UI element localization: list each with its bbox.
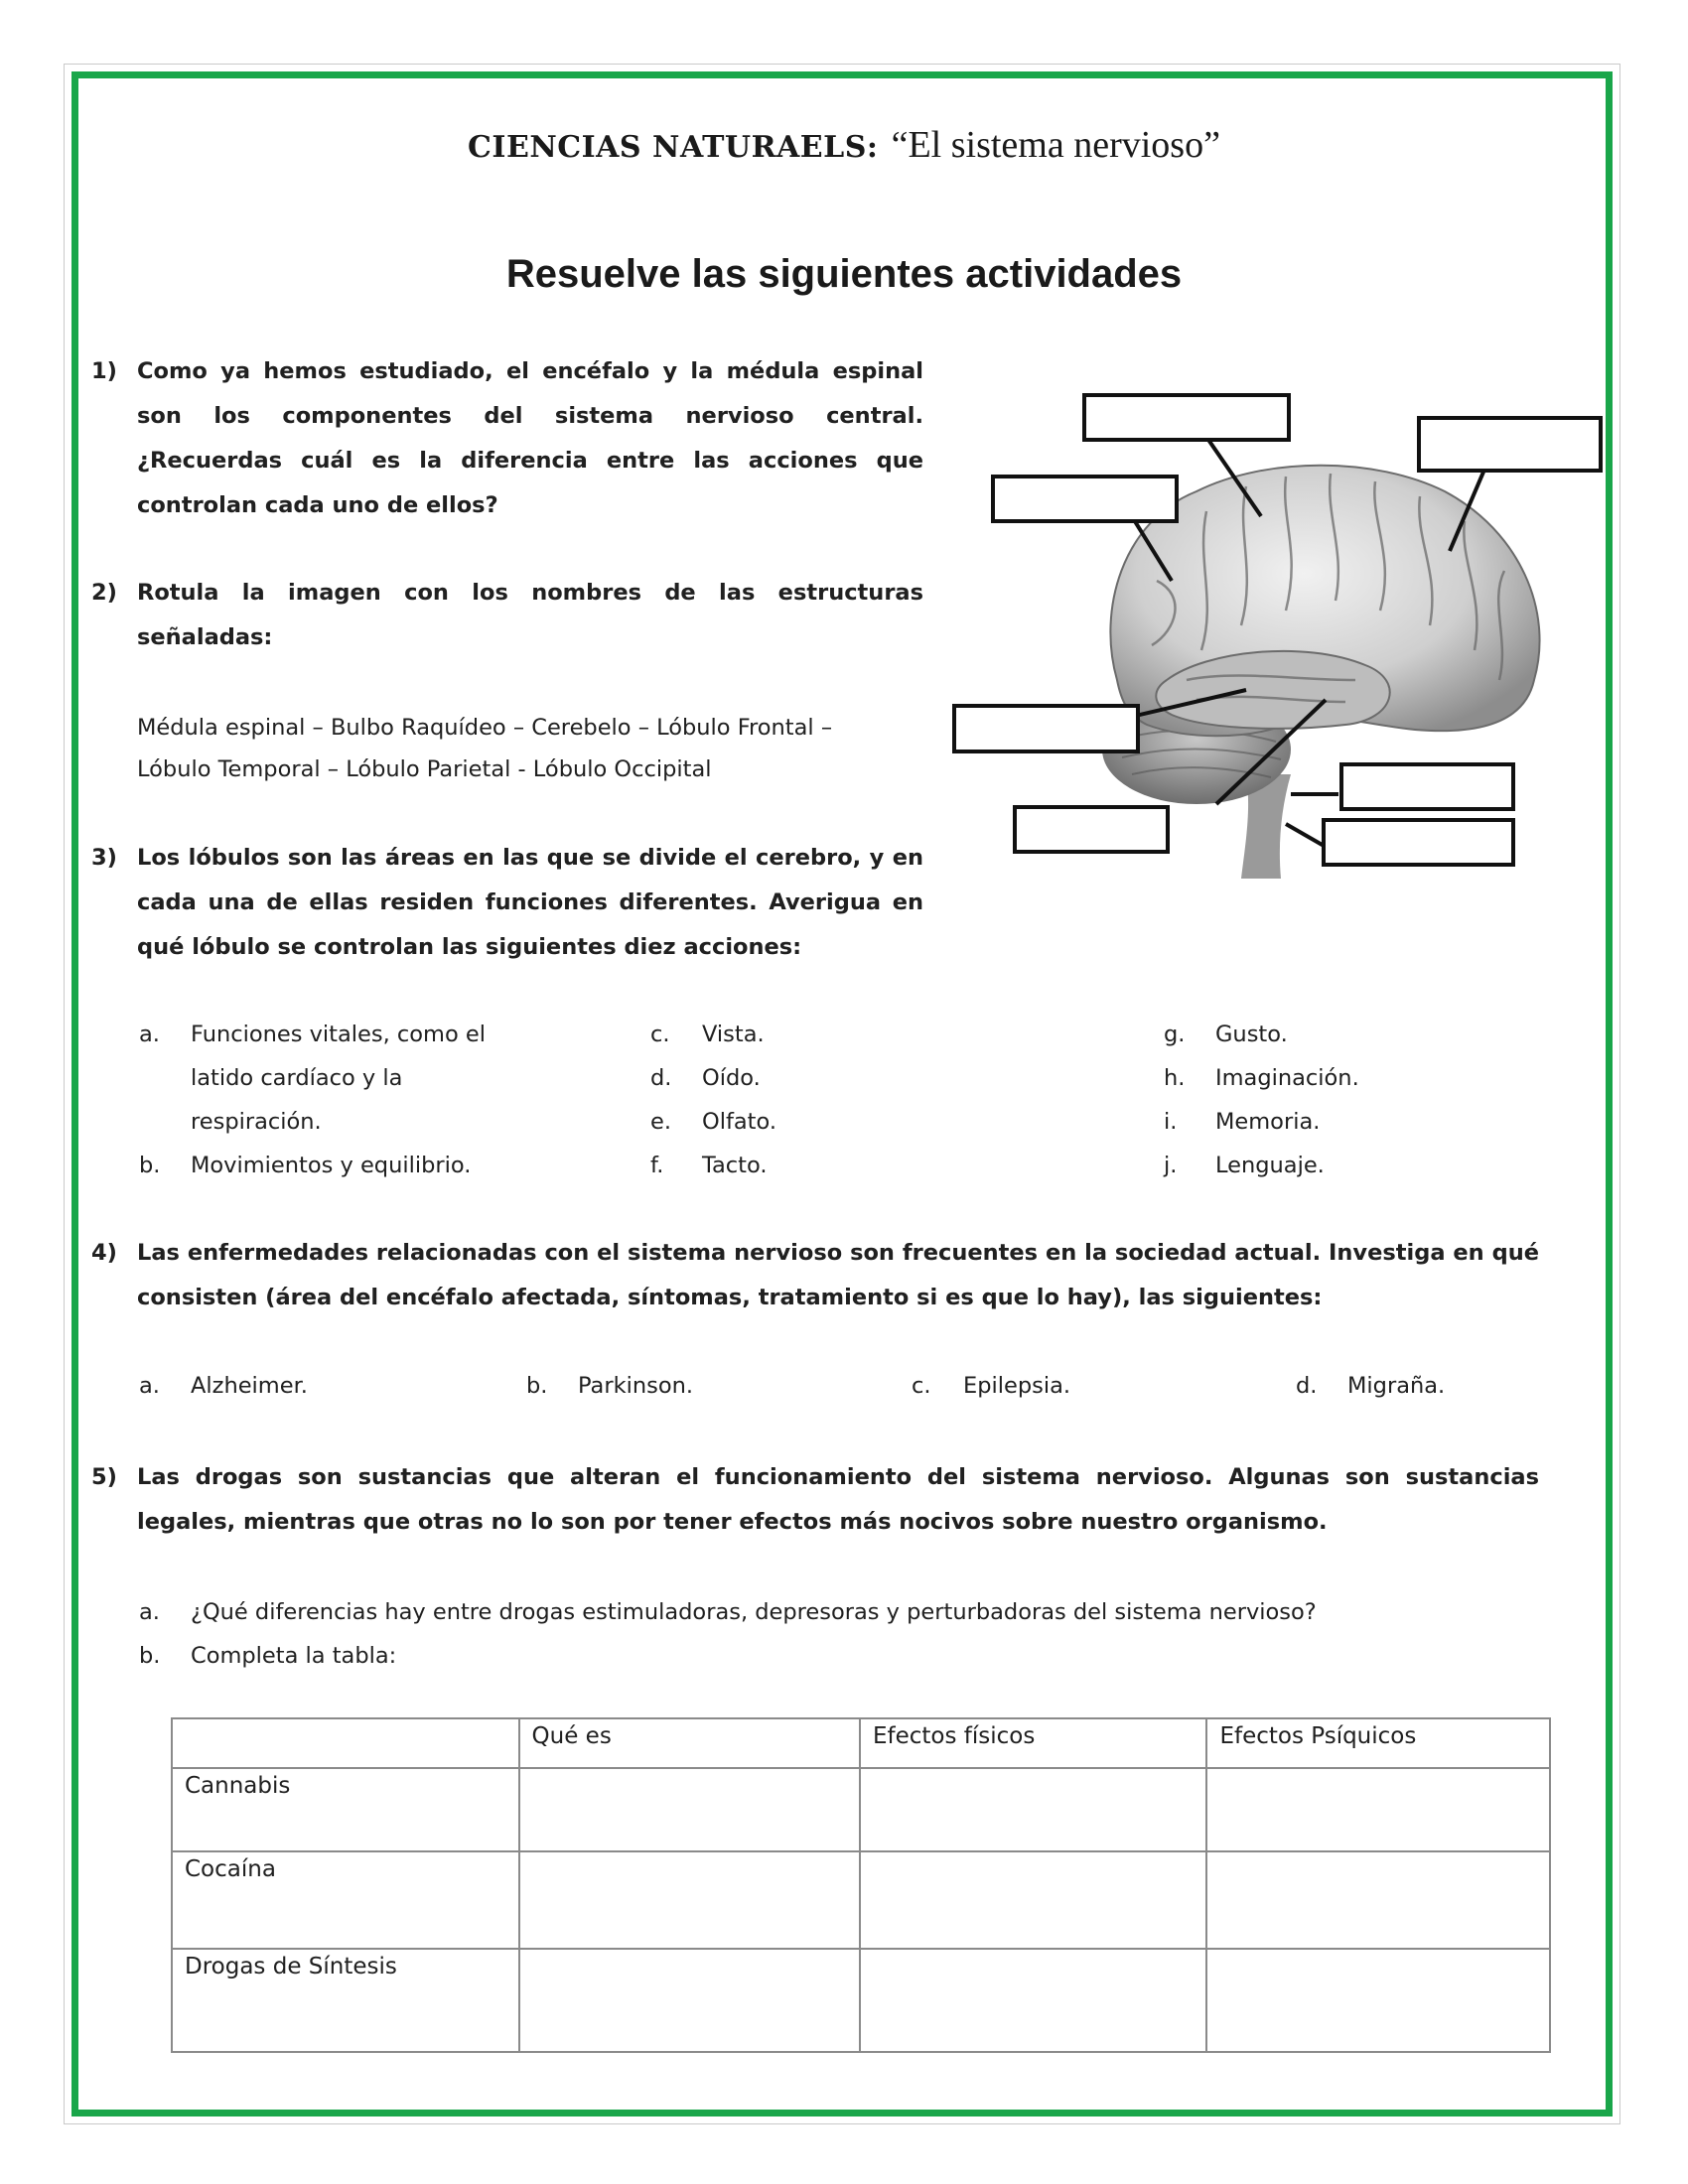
drugs-table [171, 1717, 1551, 2053]
table-header-cell: Qué es [519, 1718, 860, 1768]
option-text: Alzheimer. [191, 1373, 308, 1399]
brain-diagram [948, 382, 1604, 898]
option-text: Memoria. [1215, 1109, 1321, 1135]
answer-cell[interactable] [1206, 1851, 1550, 1949]
table-header-cell: Efectos físicos [860, 1718, 1206, 1768]
option-text: Tacto. [702, 1153, 768, 1178]
question-number: 3) [91, 845, 117, 871]
q3-option-f [650, 1144, 948, 1187]
option-letter: g. [1164, 1022, 1186, 1047]
q3-option-c [650, 1013, 948, 1056]
option-text: Olfato. [702, 1109, 777, 1135]
option-text: Imaginación. [1215, 1065, 1359, 1091]
option-text: Movimientos y equilibrio. [191, 1153, 472, 1178]
option-letter: d. [1296, 1373, 1318, 1399]
option-text: Completa la tabla: [191, 1643, 397, 1669]
q4-option-b [526, 1364, 824, 1408]
q5-option-a [139, 1590, 1549, 1634]
question-text: Las drogas son sustancias que alteran el funcionamiento del sistema nervioso. Algunas son sustancias legales, mientras que otras no lo son por tener efectos más nocivos sobre nuestro organismo. [137, 1464, 1539, 1535]
question-number: 2) [91, 580, 117, 606]
answer-cell[interactable] [519, 1949, 860, 2052]
answer-cell[interactable] [1206, 1949, 1550, 2052]
q4-option-c [912, 1364, 1209, 1408]
option-letter: b. [139, 1153, 161, 1178]
question-4 [91, 1231, 1539, 1320]
label-box-6[interactable] [1015, 807, 1168, 852]
q3-option-g [1164, 1013, 1521, 1056]
row-label: Cannabis [172, 1768, 519, 1851]
label-box-1[interactable] [1084, 395, 1289, 440]
option-letter: h. [1164, 1065, 1186, 1091]
table-row [172, 1851, 1550, 1949]
option-letter: d. [650, 1065, 672, 1091]
label-box-3[interactable] [993, 477, 1177, 521]
option-text: Funciones vitales, como el latido cardíaco y la respiración. [191, 1022, 486, 1135]
question-1 [91, 349, 923, 528]
row-label: Drogas de Síntesis [172, 1949, 519, 2052]
option-letter: a. [139, 1373, 160, 1399]
q3-option-d [650, 1056, 948, 1100]
q3-option-j [1164, 1144, 1521, 1187]
label-box-5[interactable] [1341, 764, 1513, 809]
option-letter: a. [139, 1599, 160, 1625]
instructions-heading: Resuelve las siguientes actividades [505, 252, 1183, 296]
label-box-7[interactable] [1324, 820, 1513, 865]
question-text: Las enfermedades relacionadas con el sistema nervioso son frecuentes en la sociedad actual. Investiga en qué consisten (área del encéfalo afectada, síntomas, tratamiento si es que lo hay), las siguientes: [137, 1240, 1539, 1310]
q5-option-b [139, 1634, 1549, 1678]
option-letter: b. [139, 1643, 161, 1669]
option-letter: j. [1164, 1153, 1178, 1178]
answer-cell[interactable] [519, 1768, 860, 1851]
option-text: Gusto. [1215, 1022, 1288, 1047]
option-letter: c. [912, 1373, 931, 1399]
q4-option-d [1296, 1364, 1554, 1408]
option-text: Migraña. [1347, 1373, 1446, 1399]
option-letter: i. [1164, 1109, 1178, 1135]
table-header-cell: Efectos Psíquicos [1206, 1718, 1550, 1768]
q3-option-e [650, 1100, 948, 1144]
table-header-cell [172, 1718, 519, 1768]
label-terms [137, 707, 951, 790]
question-number: 1) [91, 358, 117, 384]
option-text: Epilepsia. [963, 1373, 1071, 1399]
question-5 [91, 1455, 1539, 1545]
q3-option-i [1164, 1100, 1521, 1144]
option-text: Vista. [702, 1022, 765, 1047]
option-text: Parkinson. [578, 1373, 694, 1399]
option-letter: a. [139, 1022, 160, 1047]
worksheet-header [99, 123, 1589, 167]
table-row [172, 1768, 1550, 1851]
question-text: Como ya hemos estudiado, el encéfalo y la médula espinal son los componentes del sistema nervioso central. ¿Recuerdas cuál es la diferencia entre las acciones que controlan cada uno de ellos? [137, 358, 923, 518]
option-text: Lenguaje. [1215, 1153, 1325, 1178]
question-3 [91, 836, 923, 970]
question-2 [91, 571, 923, 660]
answer-cell[interactable] [860, 1851, 1206, 1949]
question-number: 4) [91, 1240, 117, 1266]
label-terms-line-2: Lóbulo Temporal – Lóbulo Parietal - Lóbulo Occipital [137, 756, 712, 782]
label-terms-line-1: Médula espinal – Bulbo Raquídeo – Cerebelo – Lóbulo Frontal – [137, 715, 833, 741]
option-text: ¿Qué diferencias hay entre drogas estimuladoras, depresoras y perturbadoras del sistema nervioso? [191, 1599, 1317, 1625]
option-text: Oído. [702, 1065, 761, 1091]
label-box-4[interactable] [954, 706, 1138, 751]
answer-cell[interactable] [1206, 1768, 1550, 1851]
question-text: Rotula la imagen con los nombres de las estructuras señaladas: [137, 580, 923, 650]
q3-option-a [139, 1013, 521, 1144]
option-letter: b. [526, 1373, 548, 1399]
question-number: 5) [91, 1464, 117, 1490]
answer-cell[interactable] [860, 1949, 1206, 2052]
topic-title: “El sistema nervioso” [891, 124, 1220, 166]
row-label: Cocaína [172, 1851, 519, 1949]
answer-cell[interactable] [860, 1768, 1206, 1851]
q3-option-h [1164, 1056, 1521, 1100]
table-header-row [172, 1718, 1550, 1768]
option-letter: c. [650, 1022, 670, 1047]
option-letter: e. [650, 1109, 671, 1135]
subject-title: CIENCIAS NATURAELS: [468, 130, 879, 165]
answer-cell[interactable] [519, 1851, 860, 1949]
q4-option-a [139, 1364, 437, 1408]
option-letter: f. [650, 1153, 664, 1178]
table-row [172, 1949, 1550, 2052]
question-text: Los lóbulos son las áreas en las que se divide el cerebro, y en cada una de ellas residen funciones diferentes. Averigua en qué lóbulo se controlan las siguientes diez acciones: [137, 845, 923, 960]
label-box-2[interactable] [1419, 418, 1601, 471]
q3-option-b [139, 1144, 556, 1187]
